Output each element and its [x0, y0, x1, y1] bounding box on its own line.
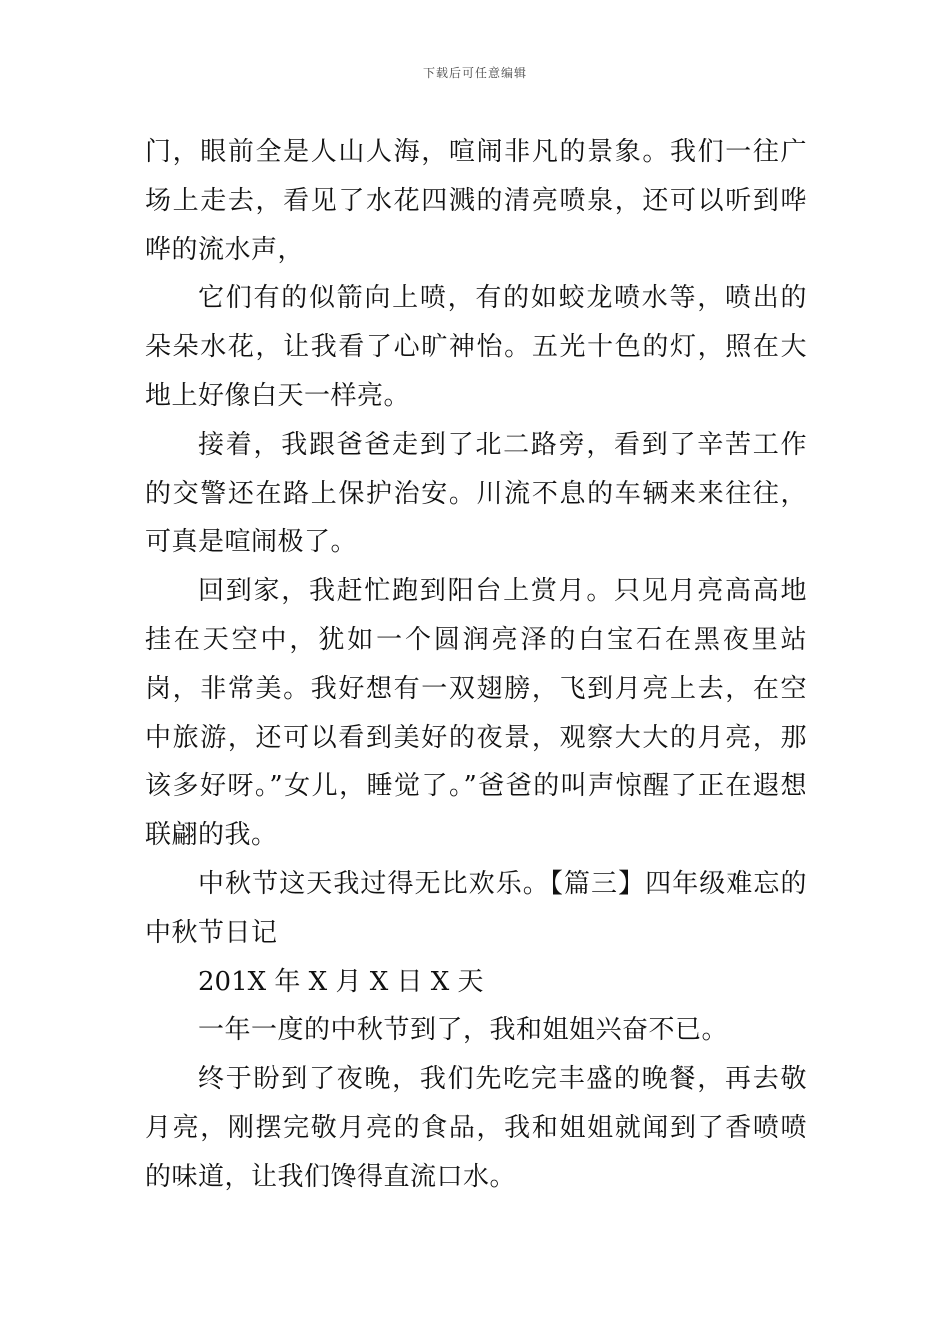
paragraph-5: 中秋节这天我过得无比欢乐。【篇三】四年级难忘的中秋节日记: [145, 868, 807, 948]
paragraph-2: 它们有的似箭向上喷，有的如蛟龙喷水等，喷出的朵朵水花，让我看了心旷神怡。五光十色的灯，照在大地上好像白天一样亮。: [145, 283, 807, 411]
paragraph-1: 门，眼前全是人山人海，喧闹非凡的景象。我们一往广场上走去，看见了水花四溅的清亮喷泉，还可以听到哗哗的流水声，: [145, 137, 807, 265]
date-line: 201X 年 X 月 X 日 X 天: [198, 966, 484, 997]
paragraph-8: 终于盼到了夜晚，我们先吃完丰盛的晚餐，再去敬月亮，刚摆完敬月亮的食品，我和姐姐就闻到了香喷喷的味道，让我们馋得直流口水。: [145, 1064, 807, 1192]
paragraph-3: 接着，我跟爸爸走到了北二路旁，看到了辛苦工作的交警还在路上保护治安。川流不息的车辆来来往往，可真是喧闹极了。: [145, 429, 807, 558]
paragraph-4: 回到家，我赶忙跑到阳台上赏月。只见月亮高高地挂在天空中，犹如一个圆润亮泽的白宝石在黑夜里站岗，非常美。我好想有一双翅膀，飞到月亮上去，在空中旅游，还可以看到美好的夜景，观察大大的月亮，那该多好呀。”女儿，睡觉了。”爸爸的叫声惊醒了正在遐想联翩的我。: [145, 576, 807, 851]
document-body: [145, 128, 807, 1202]
paragraph-7: 一年一度的中秋节到了，我和姐姐兴奋不已。: [198, 1015, 729, 1046]
page-header: 下载后可任意编辑: [422, 66, 527, 80]
